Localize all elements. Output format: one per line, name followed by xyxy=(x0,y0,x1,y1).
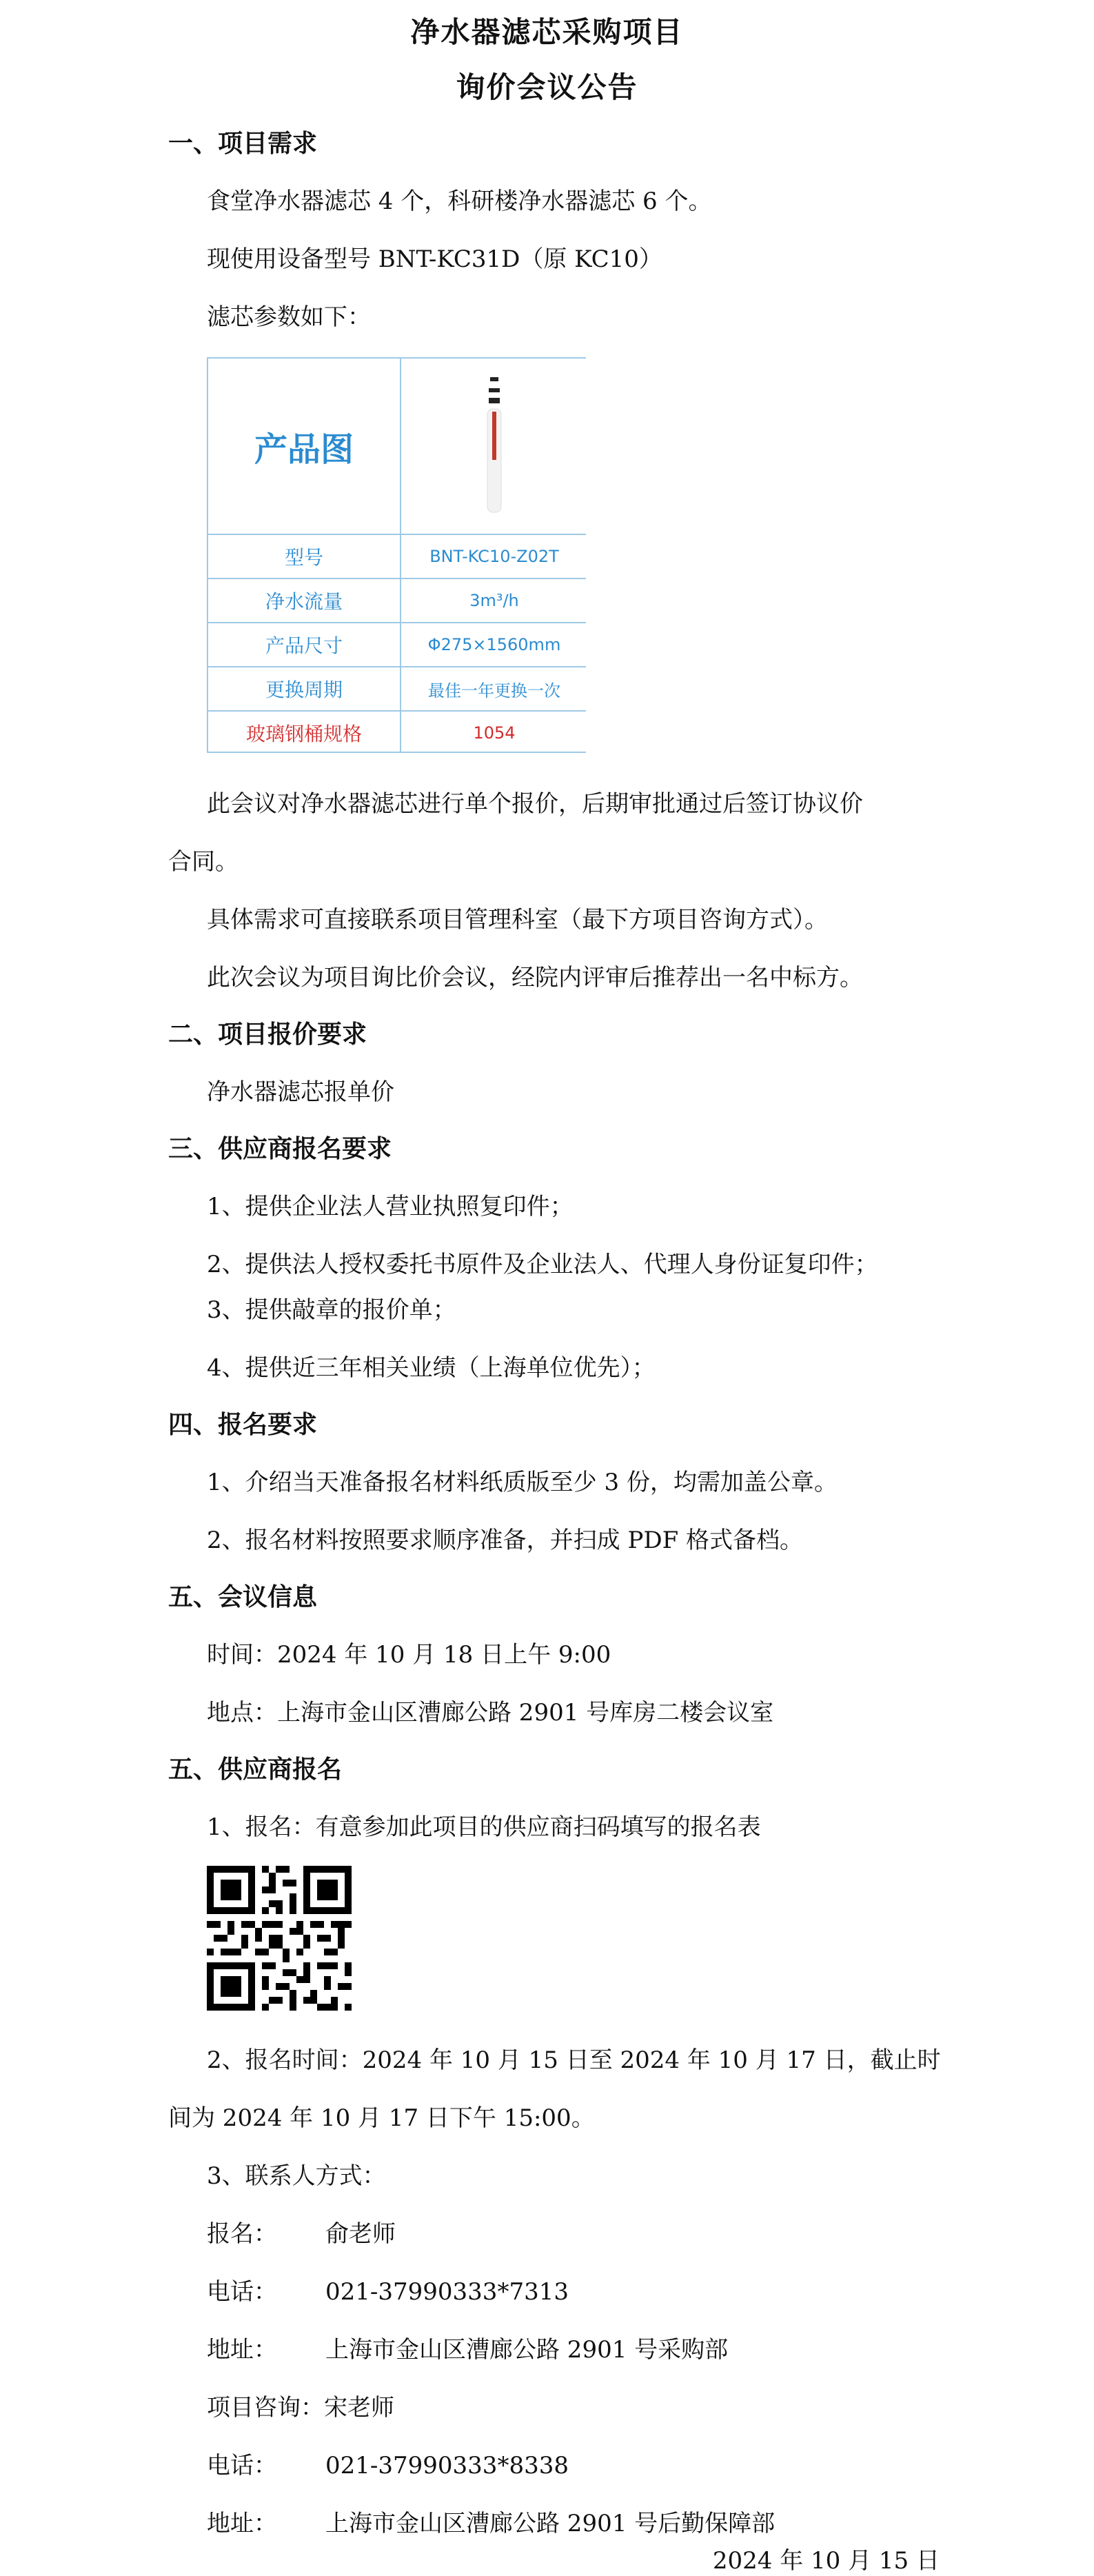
signature-date: 2024 年 10 月 15 日 xyxy=(712,2547,940,2575)
table-cell-value: 最佳一年更换一次 xyxy=(428,681,560,701)
contact-value: 上海市金山区漕廊公路 2901 号后勤保障部 xyxy=(325,2510,776,2537)
list-item: 1、提供企业法人营业执照复印件； xyxy=(207,1193,574,1220)
filter-cartridge-image xyxy=(474,370,515,522)
contact-value: 021-37990333*8338 xyxy=(325,2452,569,2479)
signup-qr-code-icon[interactable] xyxy=(207,1866,352,2011)
contact-value: 上海市金山区漕廊公路 2901 号采购部 xyxy=(325,2336,729,2364)
pricing-note-line1: 此会议对净水器滤芯进行单个报价，后期审批通过后签订协议价 xyxy=(207,790,863,818)
consult-contact: 项目咨询：宋老师 xyxy=(207,2394,394,2422)
contact-address xyxy=(207,2331,728,2364)
contact-signup xyxy=(207,2215,396,2248)
consult-address xyxy=(207,2504,775,2538)
table-cell-label: 型号 xyxy=(208,535,401,578)
table-cell-value: 3m³/h xyxy=(469,591,519,610)
section-heading-meeting: 五、会议信息 xyxy=(168,1582,318,1611)
contact-label: 电话： xyxy=(207,2452,277,2479)
contact-label: 地址： xyxy=(207,2510,277,2537)
contact-note: 具体需求可直接联系项目管理科室（最下方项目咨询方式）。 xyxy=(207,906,828,934)
section-heading-requirements: 一、项目需求 xyxy=(168,129,318,158)
document-title: 净水器滤芯采购项目 xyxy=(410,15,684,49)
document-subtitle: 询价会议公告 xyxy=(456,70,638,104)
contact-value: 俞老师 xyxy=(325,2220,396,2248)
list-item: 2、提供法人授权委托书原件及企业法人、代理人身份证复印件； xyxy=(207,1251,878,1278)
section-heading-signup: 五、供应商报名 xyxy=(168,1755,343,1784)
table-row xyxy=(208,623,586,667)
table-row xyxy=(208,579,586,623)
table-cell-label: 净水流量 xyxy=(208,579,401,622)
contact-value: 021-37990333*7313 xyxy=(325,2278,569,2306)
section-heading-quote: 二、项目报价要求 xyxy=(168,1020,367,1049)
table-row xyxy=(208,535,586,579)
requirement-params-intro: 滤芯参数如下： xyxy=(207,303,371,331)
table-cell-value: 1054 xyxy=(473,723,516,743)
list-item: 1、介绍当天准备报名材料纸质版至少 3 份，均需加盖公章。 xyxy=(207,1469,838,1496)
section-heading-supplier: 三、供应商报名要求 xyxy=(168,1134,392,1163)
signup-instruction: 1、报名：有意参加此项目的供应商扫码填写的报名表 xyxy=(207,1813,761,1841)
meeting-type-note: 此次会议为项目询比价会议，经院内评审后推荐出一名中标方。 xyxy=(207,964,863,992)
table-row xyxy=(208,712,586,753)
table-row-product-image xyxy=(208,359,586,535)
signup-time-line1: 2、报名时间：2024 年 10 月 15 日至 2024 年 10 月 17 日，截止时 xyxy=(207,2046,941,2074)
contact-label: 电话： xyxy=(207,2278,277,2306)
requirement-quantity: 食堂净水器滤芯 4 个，科研楼净水器滤芯 6 个。 xyxy=(207,188,712,215)
signup-time-line2: 间为 2024 年 10 月 17 日下午 15:00。 xyxy=(168,2104,595,2132)
table-row xyxy=(208,667,586,712)
section-heading-registration: 四、报名要求 xyxy=(168,1410,318,1439)
contact-label: 报名： xyxy=(207,2220,277,2248)
quote-requirement: 净水器滤芯报单价 xyxy=(207,1078,394,1106)
requirement-model: 现使用设备型号 BNT-KC31D（原 KC10） xyxy=(207,245,662,273)
contact-intro: 3、联系人方式： xyxy=(207,2162,386,2190)
list-item: 3、提供敲章的报价单； xyxy=(207,1296,456,1324)
table-cell-label: 更换周期 xyxy=(208,667,401,710)
meeting-time: 时间：2024 年 10 月 18 日上午 9:00 xyxy=(207,1641,611,1669)
table-cell-value: BNT-KC10-Z02T xyxy=(429,547,559,566)
list-item: 4、提供近三年相关业绩（上海单位优先）； xyxy=(207,1354,656,1382)
consult-phone xyxy=(207,2446,569,2480)
list-item: 2、报名材料按照要求顺序准备，并扫成 PDF 格式备档。 xyxy=(207,1527,803,1554)
pricing-note-line2: 合同。 xyxy=(168,848,239,876)
contact-label: 地址： xyxy=(207,2336,277,2364)
table-cell-label: 产品尺寸 xyxy=(208,623,401,666)
table-header-label: 产品图 xyxy=(208,359,401,534)
table-cell-label: 玻璃钢桶规格 xyxy=(208,712,401,753)
contact-phone xyxy=(207,2273,569,2306)
filter-parameter-table xyxy=(207,357,586,753)
meeting-place: 地点：上海市金山区漕廊公路 2901 号库房二楼会议室 xyxy=(207,1699,774,1727)
table-cell-value: Φ275×1560mm xyxy=(427,635,561,654)
